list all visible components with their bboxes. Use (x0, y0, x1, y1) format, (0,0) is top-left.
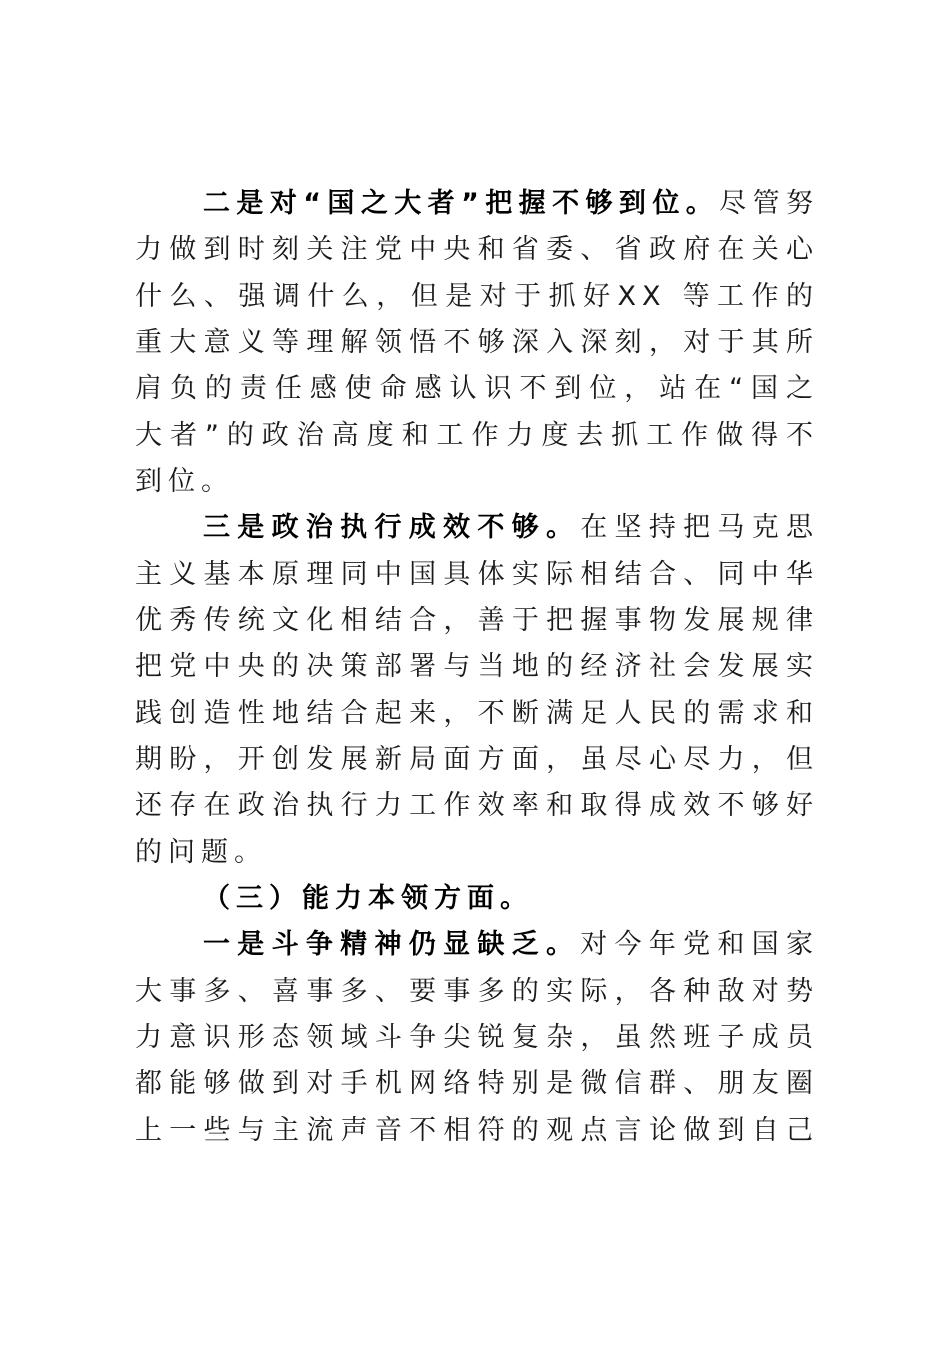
paragraph-heading: 三是政治执行成效不够。 (203, 512, 581, 543)
paragraph-line (203, 184, 819, 224)
paragraph-line: 主义基本原理同中国具体实际相结合、同中华 (135, 559, 819, 590)
paragraph-line: 大者”的政治高度和工作力度去抓工作做得不 (135, 420, 819, 451)
section-heading-text: （三）能力本领方面。 (203, 883, 533, 914)
paragraph-line: 到位。 (135, 466, 234, 497)
paragraph-line: 重大意义等理解领悟不够深入深刻，对于其所 (135, 327, 819, 358)
paragraph-line: 优秀传统文化相结合，善于把握事物发展规律 (135, 605, 819, 636)
paragraph-line (203, 925, 819, 965)
paragraph-line: 期盼，开创发展新局面方面，虽尽心尽力，但 (135, 744, 819, 775)
paragraph-line: 力做到时刻关注党中央和省委、省政府在关心 (135, 234, 819, 265)
section-heading (203, 879, 533, 919)
line-text: 尽管努 (719, 188, 819, 219)
paragraph-heading: 二是对“国之大者”把握不够到位。 (203, 188, 720, 219)
paragraph-line: 大事多、喜事多、要事多的实际，各种敌对势 (135, 976, 819, 1007)
paragraph-line: 肩负的责任感使命感认识不到位，站在“国之 (135, 373, 819, 404)
paragraph-line: 上一些与主流声音不相符的观点言论做到自己 (135, 1115, 819, 1146)
paragraph-line: 的问题。 (135, 837, 267, 868)
paragraph-line: 践创造性地结合起来，不断满足人民的需求和 (135, 698, 819, 729)
line-text: 对今年党和国家 (580, 929, 820, 960)
paragraph-line: 什么、强调什么，但是对于抓好XX 等工作的 (135, 281, 819, 312)
paragraph-line: 把党中央的决策部署与当地的经济社会发展实 (135, 651, 819, 682)
paragraph-line (203, 508, 819, 548)
paragraph-line: 还存在政治执行力工作效率和取得成效不够好 (135, 790, 819, 821)
paragraph-line: 力意识形态领域斗争尖锐复杂，虽然班子成员 (135, 1022, 819, 1053)
paragraph-line: 都能够做到对手机网络特别是微信群、朋友圈 (135, 1068, 819, 1099)
paragraph-heading: 一是斗争精神仍显缺乏。 (203, 929, 581, 960)
line-text: 在坚持把马克思 (580, 512, 820, 543)
